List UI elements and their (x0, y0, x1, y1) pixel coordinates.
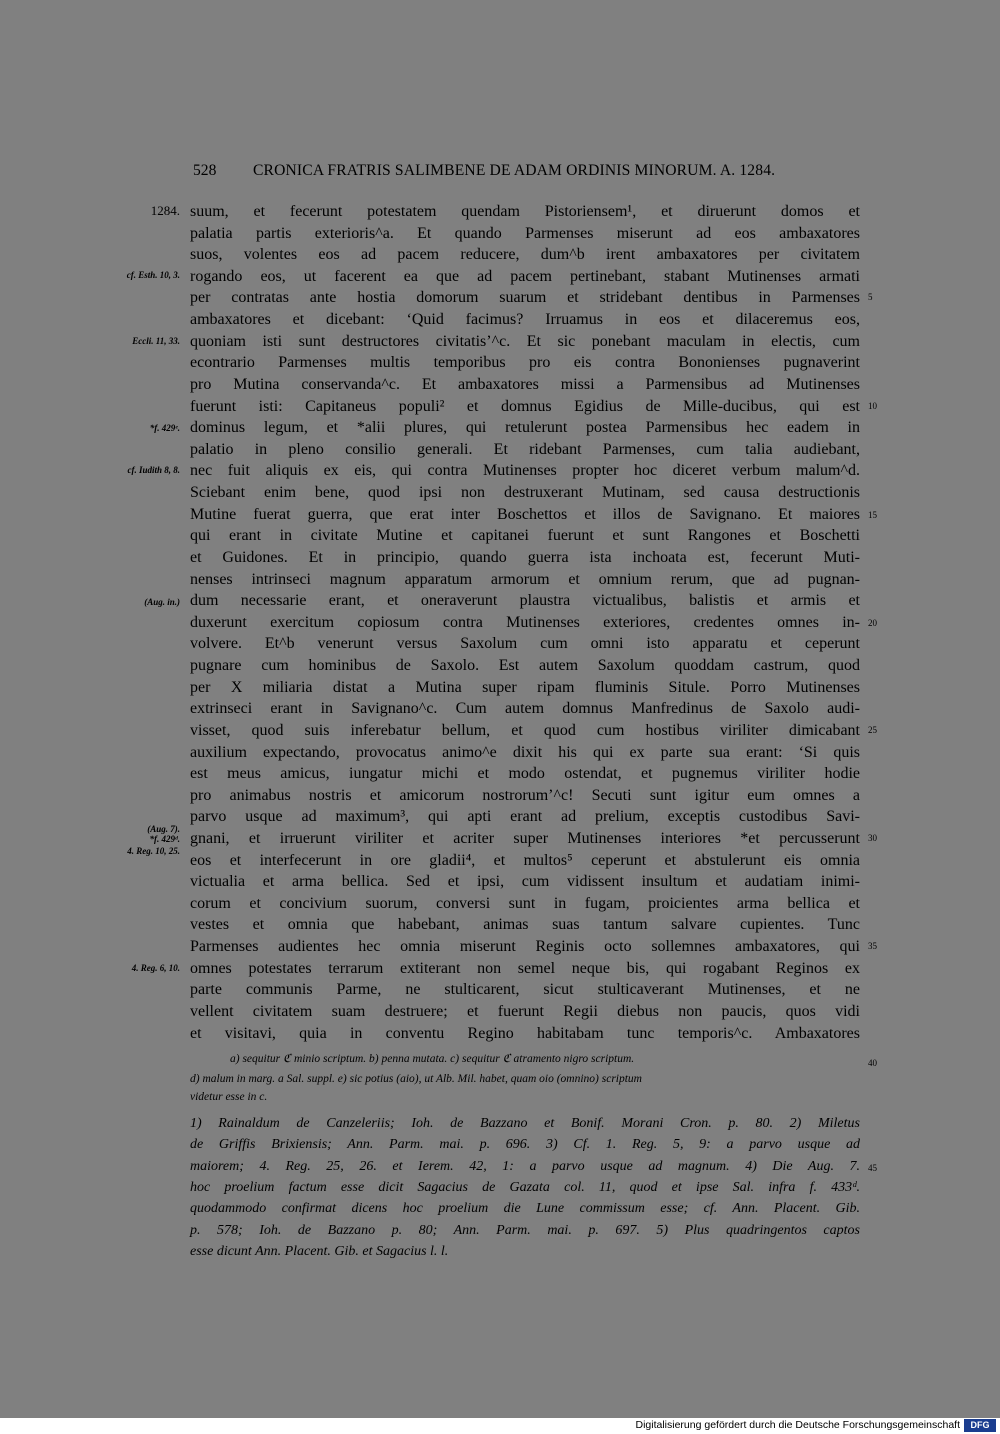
apparatus-line: videtur esse in c. (190, 1091, 268, 1103)
text-line: vellent civitatem suam destruere; et fuerunt Regii diebus non paucis, quos vidi (190, 1002, 860, 1020)
margin-reg-10: 4. Reg. 10, 25. (127, 846, 180, 856)
apparatus-line: d) malum in marg. a Sal. suppl. e) sic potius (aio), ut Alb. Mil. habet, quam oio (omnino) scriptum (190, 1073, 642, 1085)
text-line: rogando eos, ut facerent ea que ad pacem pertinebant, stabant Mutinenses armati (190, 267, 860, 285)
footnote-line: de Griffis Brixiensis; Ann. Parm. mai. p. 696. 3) Cf. 1. Reg. 5, 9: a parvo usque ad (190, 1137, 860, 1153)
line-number: 20 (868, 618, 877, 628)
text-line: et visitavi, quia in conventu Regino habitabam tunc temporis^c. Ambaxatores (190, 1024, 860, 1042)
text-line: per contratas ante hostia domorum suarum et stridebant dentibus in Parmenses (190, 289, 860, 307)
footnote-line: quodammodo confirmat dicens hoc proelium die Lune commissum esse; cf. Ann. Placent. Gib. (190, 1201, 860, 1217)
text-line: fuerunt isti: Capitaneus populi² et domnus Egidius de Mille-ducibus, qui est (190, 397, 860, 415)
line-number: 30 (868, 833, 877, 843)
text-line: nenses intrinseci magnum apparatum armorum et omnium rerum, que ad pugnan- (190, 570, 860, 588)
text-line: quoniam isti sunt destructores civitatis’^c. Et sic ponebant maculam in electis, cum (190, 332, 860, 350)
text-line: Parmenses audientes hec omnia miserunt Reginis octo sollemnes ambaxatores, qui (190, 938, 860, 956)
text-line: gnani, et irruerunt viriliter et acriter super Mutinenses interiores *et percusserunt (190, 829, 860, 847)
text-line: Mutine fuerat guerra, que erat inter Boschettos et illos de Savignano. Et maiores (190, 505, 860, 523)
text-line: visset, quod suis inferebatur bellum, et quod cum hostibus viriliter dimicabant (190, 721, 860, 739)
text-line: parvo usque ad maximum³, qui apti erant ad prelium, exceptis custodibus Savi- (190, 808, 860, 826)
margin-eccli: Eccli. 11, 33. (132, 336, 180, 346)
margin-cf-iudith: cf. Iudith 8, 8. (127, 465, 180, 475)
text-line: dominus legum, et *alii plures, qui retulerunt postea Parmensibus hec eadem in (190, 419, 860, 437)
digitization-footer (0, 1418, 1000, 1434)
line-number: 10 (868, 401, 877, 411)
running-title: CRONICA FRATRIS SALIMBENE DE ADAM ORDINIS MINORUM. A. 1284. (253, 162, 776, 179)
text-line: victualia et arma bellica. Sed et ipsi, cum vidissent insultum et audatiam inimi- (190, 873, 860, 891)
footnote-line: 1) Rainaldum de Canzeleriis; Ioh. de Bazzano et Bonif. Morani Cron. p. 80. 2) Miletus (190, 1116, 860, 1131)
text-line: eos et interfecerunt in ore gladii⁴, et multos⁵ ceperunt et abstulerunt eis omnia (190, 851, 860, 869)
text-line: nec fuit aliquis ex eis, qui contra Mutinenses propter hoc diceret verbum malum^d. (190, 462, 860, 480)
footnote-line: hoc proelium factum esse dicit Sagacius de Gazata col. 11, quod et ipse Sal. infra f. 433ᵈ. (190, 1179, 860, 1195)
text-line: extrinseci erant in Savignano^c. Cum autem domnus Manfredinus de Saxolo audi- (190, 700, 860, 718)
text-line: dum necessarie erant, et oneraverunt plaustra victualibus, balistis et armis et (190, 592, 860, 610)
text-line: et Guidones. Et in principio, quando guerra ista inchoata est, fecerunt Muti- (190, 548, 860, 566)
line-number: 5 (868, 292, 873, 302)
margin-folio-429: *f. 429ᵉ. (149, 423, 180, 433)
text-line: pro Mutina conservanda^c. Et ambaxatores missi a Parmensibus ad Mutinenses (190, 375, 860, 393)
line-number: 25 (868, 725, 877, 735)
text-line: econtrario Parmenses multis temporibus pro eis contra Bononienses pugnaverint (190, 354, 860, 372)
margin-folio-429d: *f. 429ᵈ. (149, 834, 180, 844)
text-line: pugnare cum hominibus de Saxolo. Est autem Saxolum quoddam castrum, quod (190, 657, 860, 675)
footnote-line: p. 578; Ioh. de Bazzano p. 80; Ann. Parm. mai. p. 697. 5) Plus quadringentos captos (190, 1222, 860, 1238)
margin-cf-esth: cf. Esth. 10, 3. (126, 270, 180, 280)
margin-aug-7: (Aug. 7). (147, 824, 180, 834)
margin-reg-6: 4. Reg. 6, 10. (131, 963, 180, 973)
text-line: volvere. Et^b venerunt versus Saxolum cum omni isto apparatu et ceperunt (190, 635, 860, 653)
page-number: 528 (193, 162, 217, 179)
text-line: suum, et fecerunt potestatem quendam Pistoriensem¹, et diruerunt domos et (190, 203, 860, 220)
text-line: vestes et omnia que habebant, animas suas tantum salvare cupientes. Tunc (190, 916, 860, 934)
text-line: parte communis Parme, ne stulticarent, sicut stulticaverant Mutinenses, et ne (190, 981, 860, 999)
text-line: ambaxatores et dicebant: ‘Quid facimus? Irruamus in eos et dilaceremus eos, (190, 311, 860, 329)
margin-year: 1284. (150, 203, 180, 218)
text-line: pro animabus nostris et amicorum nostrorum’^c! Secuti sunt igitur eum omnes a (190, 786, 860, 804)
line-number: 35 (868, 941, 877, 951)
text-line: palatia partis exterioris^a. Et quando Parmenses miserunt ad eos ambaxatores (190, 224, 860, 242)
text-line: Sciebant enim bene, quod ipsi non destruxerant Mutinam, sed causa destructionis (190, 484, 860, 502)
footnote-line: maiorem; 4. Reg. 25, 26. et Ierem. 42, 1: a parvo usque ad magnum. 4) Die Aug. 7. (190, 1158, 860, 1174)
text-line: auxilium expectando, provocatus animo^e dixit his qui ex parte sua erant: ‘Si quis (190, 743, 860, 761)
apparatus-line: a) sequitur ℭ minio scriptum. b) penna mutata. c) sequitur ℭ atramento nigro scriptum. (230, 1053, 635, 1065)
text-line: palatio in pleno consilio generali. Et ridebant Parmenses, cum talia audiebant, (190, 440, 860, 458)
text-line: suos, volentes eos ad pacem reducere, dum^b irent ambaxatores per civitatem (190, 246, 860, 264)
text-line: qui erant in civitate Mutine et capitanei fuerunt et sunt Rangones et Boschetti (190, 527, 860, 545)
text-line: per X miliaria distat a Mutina super ripam fluminis Situle. Porro Mutinenses (190, 678, 860, 696)
line-number: 45 (868, 1163, 877, 1173)
text-line: est meus amicus, iungatur michi et modo ostendat, et pugnemus viriliter hodie (190, 765, 860, 783)
dfg-logo: DFG (964, 1419, 996, 1432)
line-number: 40 (868, 1058, 877, 1068)
margin-aug-in: (Aug. in.) (144, 597, 180, 607)
line-number: 15 (868, 510, 877, 520)
footnote-line: esse dicunt Ann. Placent. Gib. et Sagacius l. l. (190, 1243, 449, 1259)
text-line: omnes potestates terrarum extiterant non semel neque bis, qui rogabant Reginos ex (190, 959, 860, 977)
text-line: corum et concivium suorum, conversi sunt in fugam, proicientes arma bellica et (190, 894, 860, 912)
funding-notice: Digitalisierung gefördert durch die Deutsche Forschungsgemeinschaft (635, 1419, 960, 1431)
text-line: duxerunt exercitum copiosum contra Mutinenses exteriores, credentes omnes in- (190, 613, 860, 631)
